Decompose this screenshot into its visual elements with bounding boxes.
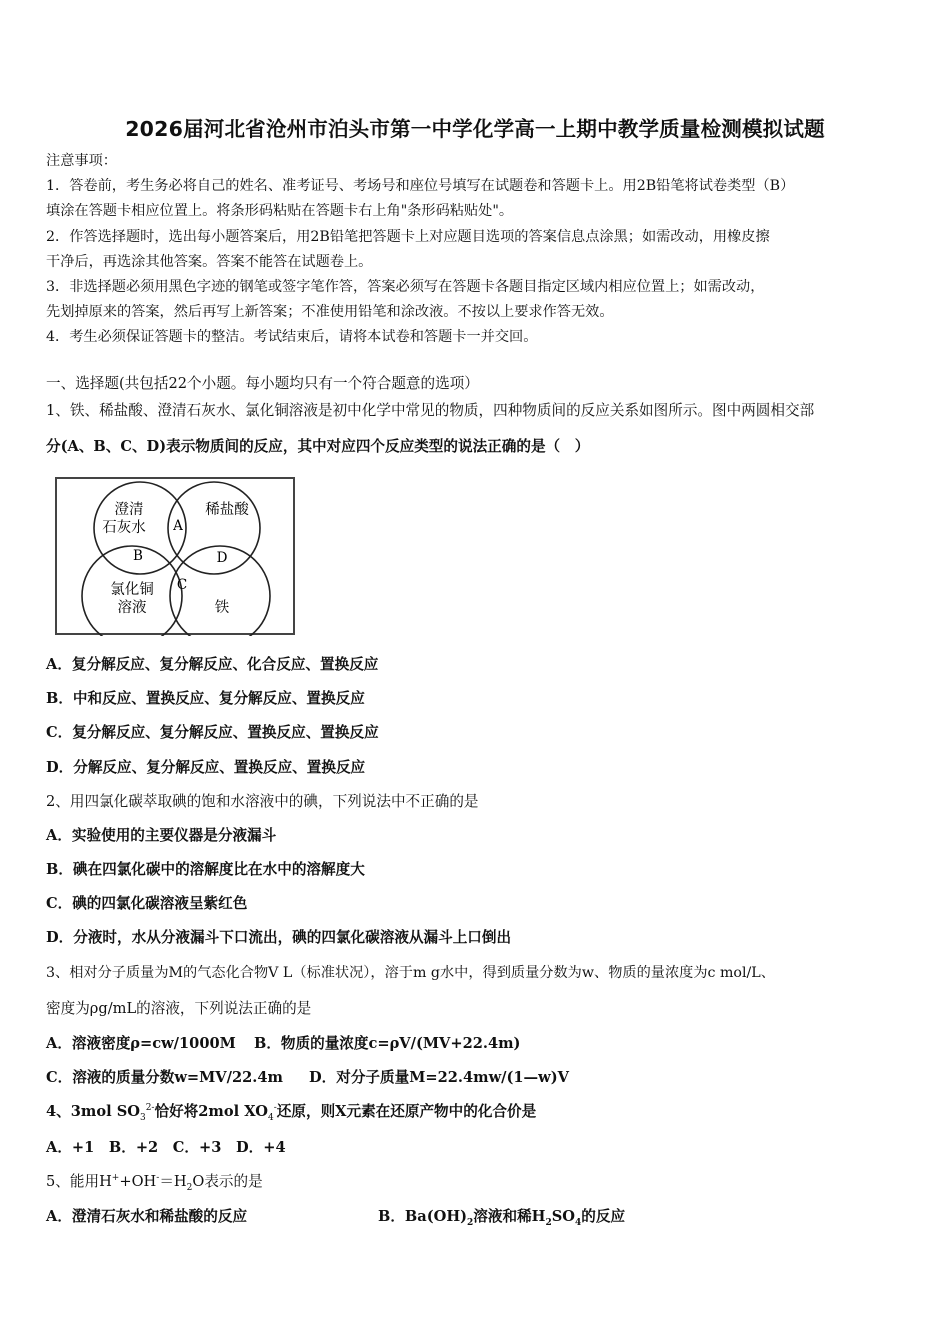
q5-option-a: A．澄清石灰水和稀盐酸的反应	[46, 1208, 248, 1225]
q4-sup-1: 2-	[145, 1103, 155, 1114]
venn-frame	[56, 478, 294, 634]
q2-option-d: D．分液时，水从分液漏斗下口流出，碘的四氯化碳溶液从漏斗上口倒出	[46, 929, 512, 946]
venn-label-limewater-1: 澄清	[114, 502, 144, 518]
q1-option-c: C．复分解反应、复分解反应、置换反应、置换反应	[46, 724, 379, 741]
q1-option-d: D．分解反应、复分解反应、置换反应、置换反应	[46, 759, 366, 776]
venn-label-cucl2-1: 氯化铜	[110, 582, 154, 598]
venn-label-limewater-2: 石灰水	[102, 520, 146, 536]
q3-option-c: C．溶液的质量分数w=MV/22.4m	[46, 1069, 283, 1086]
notice-line-5: 3．非选择题必须用黑色字迹的钢笔或签字笔作答，答案必须写在答题卡各题目指定区域内相应位置上；如需改动，	[46, 279, 765, 295]
q3-option-b: B．物质的量浓度c=ρV/(MV+22.4m)	[254, 1035, 521, 1052]
q5-option-b-part-1: B．Ba(OH)	[378, 1208, 468, 1225]
q5-option-b-part-3: SO	[551, 1208, 575, 1225]
q5-option-b	[378, 1207, 625, 1227]
notice-line-1: 1．答卷前，考生务必将自己的姓名、准考证号、考场号和座位号填写在试题卷和答题卡上。用2B铅笔将试卷类型（B）	[46, 178, 795, 194]
q4-sup-2: -	[273, 1103, 277, 1114]
q4-stem-part-3: 还原，则X元素在还原产物中的化合价是	[276, 1103, 537, 1120]
q4-stem-part-1: 4、3mol SO	[46, 1103, 140, 1120]
q5-option-b-part-2: 溶液和稀H	[473, 1208, 546, 1225]
q5-option-b-sub-3: 4	[575, 1217, 582, 1228]
q5-sub-1: 2	[186, 1182, 193, 1193]
venn-region-a: A	[173, 518, 183, 534]
q4-sub-1: 3	[139, 1112, 146, 1123]
venn-region-b: B	[133, 548, 143, 564]
q1-stem-line-1: 1、铁、稀盐酸、澄清石灰水、氯化铜溶液是初中化学中常见的物质，四种物质间的反应关系如图所示。图中两圆相交部	[46, 402, 815, 419]
q3-option-d: D．对分子质量M=22.4mw/(1—w)V	[309, 1069, 569, 1086]
q5-stem-part-3: ＝H	[159, 1173, 187, 1190]
venn-label-iron: 铁	[214, 600, 230, 616]
q5-stem-part-4: O表示的是	[192, 1173, 263, 1190]
venn-label-hcl: 稀盐酸	[205, 502, 249, 518]
notice-line-7: 4．考生必须保证答题卡的整洁。考试结束后，请将本试卷和答题卡一并交回。	[46, 329, 538, 345]
notice-line-2: 填涂在答题卡相应位置上。将条形码粘贴在答题卡右上角"条形码粘贴处"。	[46, 203, 514, 219]
q1-stem-line-2: 分(A、B、C、D)表示物质间的反应，其中对应四个反应类型的说法正确的是（ ）	[46, 438, 590, 455]
q2-stem: 2、用四氯化碳萃取碘的饱和水溶液中的碘，下列说法中不正确的是	[46, 793, 479, 810]
notice-line-3: 2．作答选择题时，选出每小题答案后，用2B铅笔把答题卡上对应题目选项的答案信息点涂黑；如需改动，用橡皮擦	[46, 229, 770, 245]
q3-option-a: A．溶液密度ρ=cw/1000M	[46, 1035, 236, 1052]
q5-stem	[46, 1172, 263, 1192]
q5-stem-part-1: 5、能用H	[46, 1173, 112, 1190]
venn-label-cucl2-2: 溶液	[117, 600, 147, 616]
q2-option-c: C．碘的四氯化碳溶液呈紫红色	[46, 895, 248, 912]
notice-heading: 注意事项：	[46, 153, 117, 169]
q4-stem-part-2: 恰好将2mol XO	[154, 1103, 268, 1120]
q3-stem-line-2: 密度为ρg/mL的溶液，下列说法正确的是	[46, 1000, 312, 1017]
q5-option-b-part-4: 的反应	[581, 1208, 626, 1225]
venn-diagram	[54, 476, 296, 636]
q1-option-b: B．中和反应、置换反应、复分解反应、置换反应	[46, 690, 365, 707]
notice-line-4: 干净后，再选涂其他答案。答案不能答在试题卷上。	[46, 254, 373, 270]
page-title: 2026届河北省沧州市泊头市第一中学化学高一上期中教学质量检测模拟试题	[125, 117, 825, 141]
q4-stem	[46, 1102, 536, 1122]
q5-option-b-sub-2: 2	[545, 1217, 552, 1228]
q4-sub-2: 4	[268, 1112, 274, 1123]
q5-option-b-sub-1: 2	[467, 1217, 474, 1228]
venn-region-d: D	[216, 550, 228, 566]
q4-options: A．+1 B．+2 C．+3 D．+4	[46, 1139, 286, 1156]
q1-option-a: A．复分解反应、复分解反应、化合反应、置换反应	[46, 656, 379, 673]
q5-sup-1: +	[111, 1173, 120, 1184]
section-heading: 一、选择题(共包括22个小题。每小题均只有一个符合题意的选项）	[46, 375, 479, 392]
q3-stem-line-1: 3、相对分子质量为M的气态化合物V L（标准状况），溶于m g水中，得到质量分数为w、物质的量浓度为c mol/L、	[46, 965, 775, 981]
notice-line-6: 先划掉原来的答案，然后再写上新答案；不准使用铅笔和涂改液。不按以上要求作答无效。	[46, 304, 614, 320]
q5-sup-2: -	[156, 1173, 160, 1184]
q2-option-a: A．实验使用的主要仪器是分液漏斗	[46, 827, 277, 844]
venn-region-c: C	[176, 577, 188, 593]
q5-stem-part-2: +OH	[119, 1173, 157, 1190]
q2-option-b: B．碘在四氯化碳中的溶解度比在水中的溶解度大	[46, 861, 365, 878]
